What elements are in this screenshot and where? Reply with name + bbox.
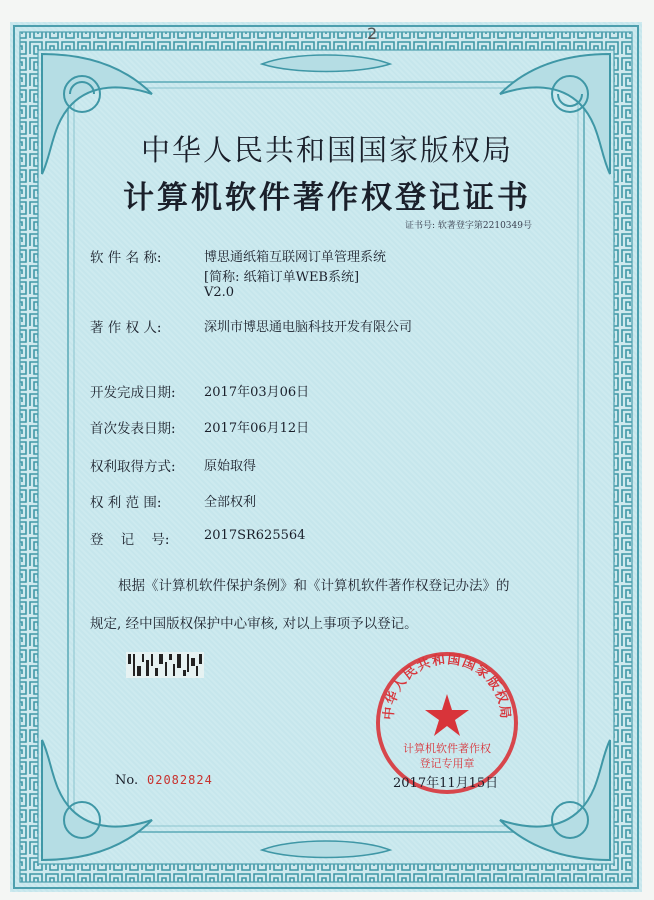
certificate-title: 计算机软件著作权登记证书 [123, 180, 531, 216]
seal-inner-line1: 计算机软件著作权 [403, 742, 491, 755]
software-name-value: 博思通纸箱互联网订单管理系统 [204, 250, 387, 265]
registration-label: 登 记 号: [90, 532, 170, 548]
software-version: V2.0 [204, 285, 235, 300]
body-text-line1: 根据《计算机软件保护条例》和《计算机软件著作权登记办法》的 [118, 578, 510, 594]
body-text-line2: 规定, 经中国版权保护中心审核, 对以上事项予以登记。 [90, 616, 418, 632]
software-short-name: [简称: 纸箱订单WEB系统] [204, 270, 360, 285]
certificate-number: 证书号: 软著登字第2210349号 [405, 221, 532, 231]
serial-label: No. [115, 773, 139, 788]
issue-date: 2017年11月15日 [393, 776, 499, 791]
agency-name: 中华人民共和国国家版权局 [140, 133, 513, 167]
publish-date-label: 首次发表日期: [90, 421, 176, 437]
serial-number: 02082824 [147, 773, 213, 787]
seal-outer-text: 中华人民共和国国家版权局 [381, 652, 513, 721]
dev-date-label: 开发完成日期: [90, 385, 176, 401]
handwritten-mark: 2 [367, 24, 378, 43]
seal-inner-line2: 登记专用章 [419, 757, 475, 770]
scope-value: 全部权利 [204, 495, 257, 510]
barcode-image [126, 652, 204, 678]
dev-date-value: 2017年03月06日 [204, 385, 310, 400]
owner-value: 深圳市博思通电脑科技开发有限公司 [204, 320, 413, 335]
registration-value: 2017SR625564 [204, 528, 306, 543]
acquisition-label: 权利取得方式: [90, 459, 176, 475]
scope-label: 权 利 范 围: [90, 495, 162, 511]
acquisition-value: 原始取得 [204, 459, 257, 474]
software-name-label: 软 件 名 称: [90, 250, 162, 266]
owner-label: 著 作 权 人: [90, 320, 162, 336]
publish-date-value: 2017年06月12日 [204, 421, 310, 436]
